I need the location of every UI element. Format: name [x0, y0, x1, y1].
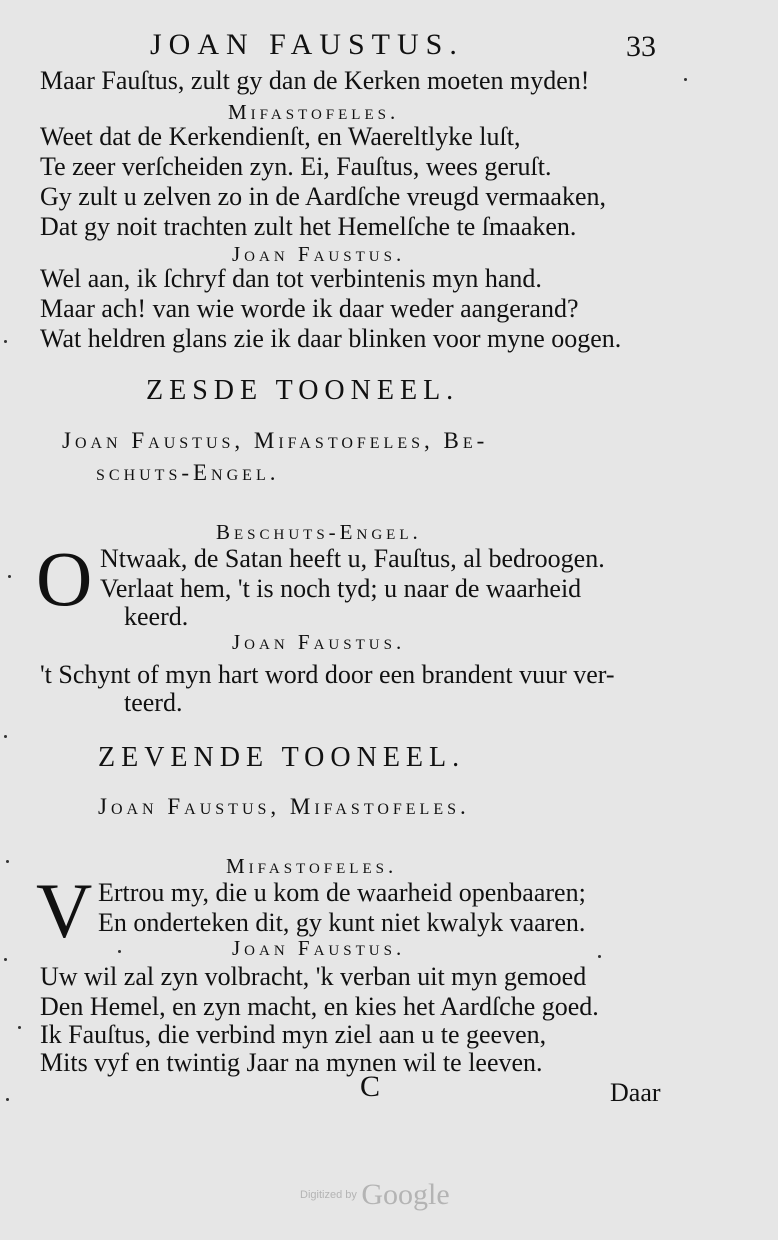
- speaker-heading: Mifastofeles.: [228, 100, 400, 124]
- verse-line: Ntwaak, de Satan heeft u, Fauſtus, al bedroogen.: [100, 544, 605, 573]
- cast-list: schuts-Engel.: [96, 460, 280, 485]
- drop-cap: O: [36, 535, 93, 622]
- print-speck: [8, 575, 11, 578]
- verse-line: Den Hemel, en zyn macht, en kies het Aardſche goed.: [40, 992, 599, 1021]
- drop-cap: V: [36, 867, 93, 954]
- verse-line: Wat heldren glans zie ik daar blinken voor myne oogen.: [40, 324, 622, 353]
- verse-line: Te zeer verſcheiden zyn. Ei, Fauſtus, wees geruſt.: [40, 152, 552, 181]
- verse-line: Gy zult u zelven zo in de Aardſche vreugd vermaaken,: [40, 182, 606, 211]
- print-speck: [4, 735, 7, 738]
- print-speck: [684, 78, 687, 81]
- watermark-prefix: Digitized by: [300, 1189, 357, 1201]
- verse-line: Maar Fauſtus, zult gy dan de Kerken moeten myden!: [40, 66, 590, 95]
- scene-title: ZESDE TOONEEL.: [146, 375, 460, 406]
- catchword: Daar: [610, 1078, 661, 1107]
- speaker-heading: Beschuts-Engel.: [216, 520, 422, 544]
- verse-line: Ik Fauſtus, die verbind myn ziel aan u te geeven,: [40, 1020, 547, 1049]
- print-speck: [598, 955, 601, 958]
- verse-line: Maar ach! van wie worde ik daar weder aangerand?: [40, 294, 579, 323]
- print-speck: [6, 1098, 9, 1101]
- verse-line: Verlaat hem, 't is noch tyd; u naar de waarheid: [100, 574, 582, 603]
- verse-line: Dat gy noit trachten zult het Hemelſche te ſmaaken.: [40, 212, 577, 241]
- verse-line: 't Schynt of myn hart word door een brandent vuur ver-: [40, 660, 615, 689]
- print-speck: [4, 958, 7, 961]
- verse-line: Ertrou my, die u kom de waarheid openbaaren;: [98, 878, 586, 907]
- print-speck: [118, 950, 121, 953]
- print-speck: [4, 340, 7, 343]
- verse-line: teerd.: [124, 688, 183, 717]
- print-speck: [18, 1026, 21, 1029]
- scene-title: ZEVENDE TOONEEL.: [98, 742, 466, 773]
- verse-line: Mits vyf en twintig Jaar na mynen wil te leeven.: [40, 1048, 543, 1077]
- verse-line: keerd.: [124, 602, 189, 631]
- speaker-heading: Joan Faustus.: [232, 936, 406, 960]
- running-head: JOAN FAUSTUS.: [150, 28, 464, 61]
- cast-list: Joan Faustus, Mifastofeles.: [98, 794, 470, 819]
- digitization-watermark: [300, 1178, 450, 1212]
- signature-mark: C: [360, 1070, 381, 1103]
- speaker-heading: Mifastofeles.: [226, 854, 398, 878]
- verse-line: En onderteken dit, gy kunt niet kwalyk vaaren.: [98, 908, 586, 937]
- page-number: 33: [626, 30, 656, 63]
- speaker-heading: Joan Faustus.: [232, 242, 406, 266]
- print-speck: [6, 860, 9, 863]
- verse-line: Uw wil zal zyn volbracht, 'k verban uit myn gemoed: [40, 962, 587, 991]
- speaker-heading: Joan Faustus.: [232, 630, 406, 654]
- watermark-logo: Google: [361, 1178, 450, 1211]
- cast-list: Joan Faustus, Mifastofeles, Be-: [62, 428, 489, 453]
- verse-line: Wel aan, ik ſchryf dan tot verbintenis myn hand.: [40, 264, 542, 293]
- verse-line: Weet dat de Kerkendienſt, en Waereltlyke luſt,: [40, 122, 521, 151]
